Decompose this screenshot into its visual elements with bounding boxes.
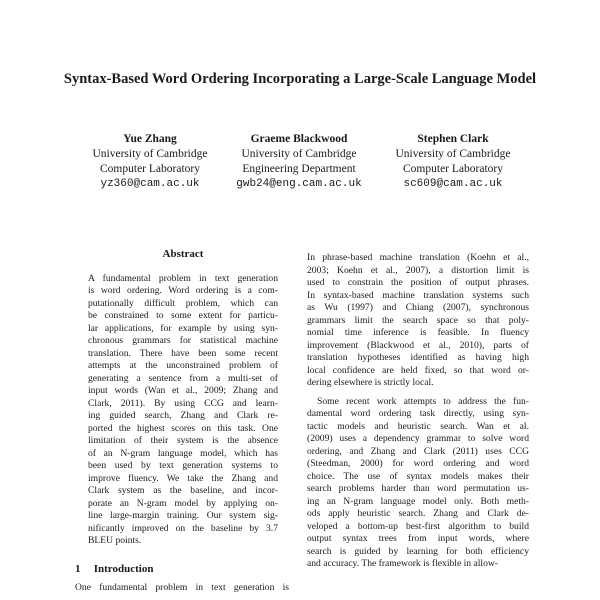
text-line: veloped a bottom-up best-first algorithm to build xyxy=(307,520,529,532)
text-line: In phrase-based machine translation (Koehn et al., xyxy=(307,252,529,263)
text-line: lar applications, for example by using syn- xyxy=(88,322,278,334)
text-line: tactic models and heuristic search. Wan et al. xyxy=(307,420,529,432)
text-line: attempts at the unconstrained problem of xyxy=(88,360,278,371)
text-line: translation. There have been some recent xyxy=(88,347,278,359)
text-line: dering elsewhere is strictly local. xyxy=(307,377,434,388)
text-line: damental word ordering task directly, using syn- xyxy=(307,408,529,419)
text-line: BLEU points. xyxy=(88,535,142,546)
text-line: line large-margin training. Our system sig- xyxy=(88,510,278,521)
text-line: chronous grammars for statistical machine xyxy=(88,335,278,346)
section-title: Introduction xyxy=(93,563,154,575)
text-line: (2009) uses a dependency grammar to solve word xyxy=(307,433,529,444)
text-line: been used by text generation systems to xyxy=(88,460,278,471)
text-line: putationally difficult problem, which can xyxy=(88,297,278,309)
author-name: Stephen Clark xyxy=(417,133,489,145)
author-name: Graeme Blackwood xyxy=(250,133,348,145)
text-line: local confidence are held fixed, so that word or- xyxy=(307,364,529,376)
text-line: search is guided by learning for both efficiency xyxy=(307,545,529,557)
text-line: improvement (Blackwood et al., 2010), parts of xyxy=(307,339,529,351)
text-line: choice. The use of syntax models makes their xyxy=(307,470,529,482)
author-email: sc609@cam.ac.uk xyxy=(403,178,503,190)
text-line: as Wu (1997) and Chiang (2007), synchronous xyxy=(307,302,529,313)
paragraph-recent-work xyxy=(307,396,529,571)
text-line: limitation of their system is the absence xyxy=(88,435,278,446)
author-email: gwb24@eng.cam.ac.uk xyxy=(236,178,362,190)
author-department: Computer Laboratory xyxy=(100,163,200,175)
author-department: Engineering Department xyxy=(242,163,356,175)
text-line: porate an N-gram model by applying on- xyxy=(88,497,278,509)
abstract-body xyxy=(88,273,278,548)
text-line: Clark, 2011). By using CCG and learn- xyxy=(88,397,278,409)
author-block xyxy=(0,132,600,192)
paper-title: Syntax-Based Word Ordering Incorporating a Large-Scale Language Model xyxy=(63,71,537,87)
author-email: yz360@cam.ac.uk xyxy=(100,178,200,190)
text-line: In syntax-based machine translation systems such xyxy=(307,289,529,301)
abstract-heading: Abstract xyxy=(162,248,204,260)
text-line: One fundamental problem in text generation is xyxy=(75,582,289,593)
text-line: of an N-gram language model, which has xyxy=(88,447,278,459)
text-line: ordering, and Zhang and Clark (2011) uses CCG xyxy=(307,445,529,457)
section-heading-introduction xyxy=(75,563,153,575)
section-number: 1 xyxy=(75,563,81,575)
author-name: Yue Zhang xyxy=(123,133,177,145)
text-line: improve fluency. We take the Zhang and xyxy=(88,472,278,484)
text-line: translation hypotheses identified as having high xyxy=(307,352,529,363)
text-line: ing an N-gram language model only. Both meth- xyxy=(307,495,529,507)
text-line: Clark system as the baseline, and incor- xyxy=(88,485,278,496)
text-line: and accuracy. The framework is flexible in allow- xyxy=(307,558,498,569)
text-line: A fundamental problem in text generation xyxy=(88,272,278,284)
text-line: used to constrain the position of output phrases. xyxy=(307,277,529,288)
author-affiliation: University of Cambridge xyxy=(395,148,511,160)
author-affiliation: University of Cambridge xyxy=(92,148,208,160)
introduction-first-line xyxy=(75,582,289,595)
right-column-text xyxy=(307,252,529,577)
text-line: grammars limit the search space so that poly- xyxy=(307,314,529,326)
text-line: generating a sentence from a multi-set of xyxy=(88,372,278,384)
text-line: is word ordering. Word ordering is a com- xyxy=(88,285,278,296)
text-line: input words (Wan et al., 2009; Zhang and xyxy=(88,385,278,396)
text-line: ing guided search, Zhang and Clark re- xyxy=(88,410,278,421)
text-line: search problems harder than word permutation us- xyxy=(307,483,529,494)
author-affiliation: University of Cambridge xyxy=(241,148,357,160)
text-line: ods apply heuristic search. Zhang and Clark de- xyxy=(307,508,529,519)
text-line: ported the highest scores on this task. One xyxy=(88,422,278,434)
text-line: output syntax trees from input words, where xyxy=(307,533,529,544)
text-line: 2003; Koehn et al., 2007), a distortion limit is xyxy=(307,264,529,276)
author-department: Computer Laboratory xyxy=(403,163,503,175)
text-line: be constrained to some extent for particu- xyxy=(88,310,278,321)
text-line: Some recent work attempts to address the fun- xyxy=(317,395,529,407)
text-line: (Steedman, 2000) for word ordering and word xyxy=(307,458,529,469)
author-graeme-blackwood xyxy=(224,132,374,192)
text-line: nificantly improved on the baseline by 3.7 xyxy=(88,522,278,534)
author-stephen-clark xyxy=(378,132,528,192)
paragraph-distortion xyxy=(307,252,529,390)
abstract-section xyxy=(88,248,278,548)
text-line: nomial time inference is feasible. In fluency xyxy=(307,327,529,338)
author-yue-zhang xyxy=(80,132,220,192)
